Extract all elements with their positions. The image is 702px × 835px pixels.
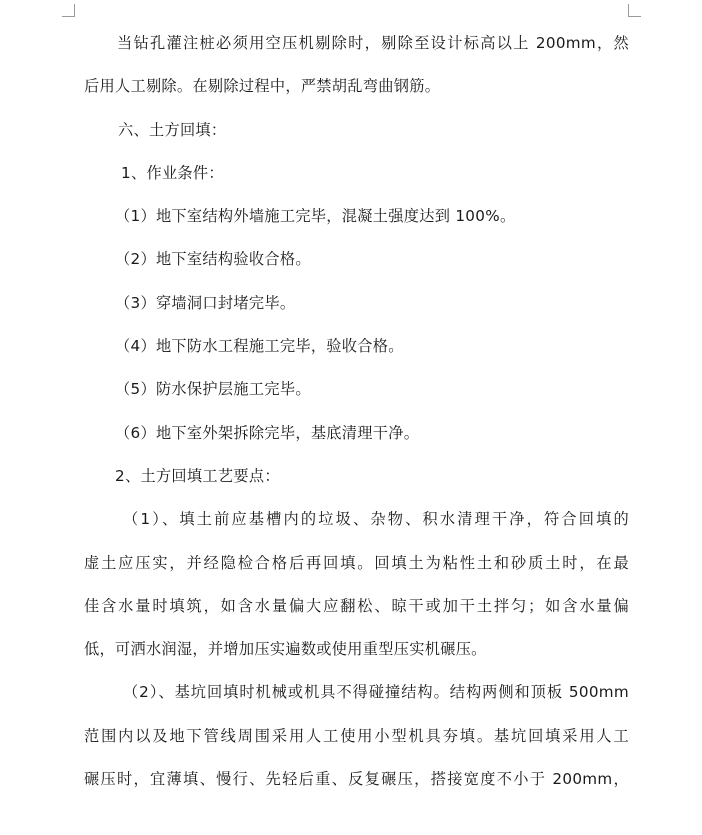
list-item: （5）防水保护层施工完毕。 xyxy=(115,380,311,399)
crop-mark-top-right xyxy=(628,4,641,17)
paragraph-line: 低，可洒水润湿，并增加压实遍数或使用重型压实机碾压。 xyxy=(84,640,487,659)
paragraph-line: 虚土应压实，并经隐检合格后再回填。回填土为粘性土和砂质土时，在最 xyxy=(84,553,629,572)
document-body xyxy=(84,22,629,801)
list-item: （3）穿墙洞口封堵完毕。 xyxy=(115,293,296,312)
paragraph-line: 当钻孔灌注桩必须用空压机剔除时，剔除至设计标高以上 200mm，然 xyxy=(117,34,629,52)
list-item: （6）地下室外架拆除完毕，基底清理干净。 xyxy=(115,423,420,442)
crop-mark-top-left xyxy=(62,4,75,17)
paragraph-line: 范围内以及地下管线周围采用人工使用小型机具夯填。基坑回填采用人工 xyxy=(84,726,629,745)
paragraph-line: （1）、填土前应基槽内的垃圾、杂物、积水清理干净，符合回填的 xyxy=(123,510,629,529)
paragraph-line: 碾压时，宜薄填、慢行、先轻后重、反复碾压，搭接宽度不小于 200mm， xyxy=(84,770,629,789)
subsection-heading: 1、作业条件： xyxy=(121,163,224,182)
paragraph-line: 佳含水量时填筑，如含水量偏大应翻松、晾干或加干土拌匀；如含水量偏 xyxy=(84,596,629,615)
subsection-heading: 2、土方回填工艺要点： xyxy=(115,466,280,485)
list-item: （2）地下室结构验收合格。 xyxy=(115,250,311,269)
list-item: （4）地下防水工程施工完毕，验收合格。 xyxy=(115,337,404,356)
paragraph-line: （2）、基坑回填时机械或机具不得碰撞结构。结构两侧和顶板 500mm xyxy=(123,683,629,702)
list-item: （1）地下室结构外墙施工完毕，混凝土强度达到 100%。 xyxy=(115,207,516,226)
paragraph-line: 后用人工剔除。在剔除过程中，严禁胡乱弯曲钢筋。 xyxy=(84,77,441,96)
section-heading: 六、土方回填： xyxy=(118,120,227,139)
